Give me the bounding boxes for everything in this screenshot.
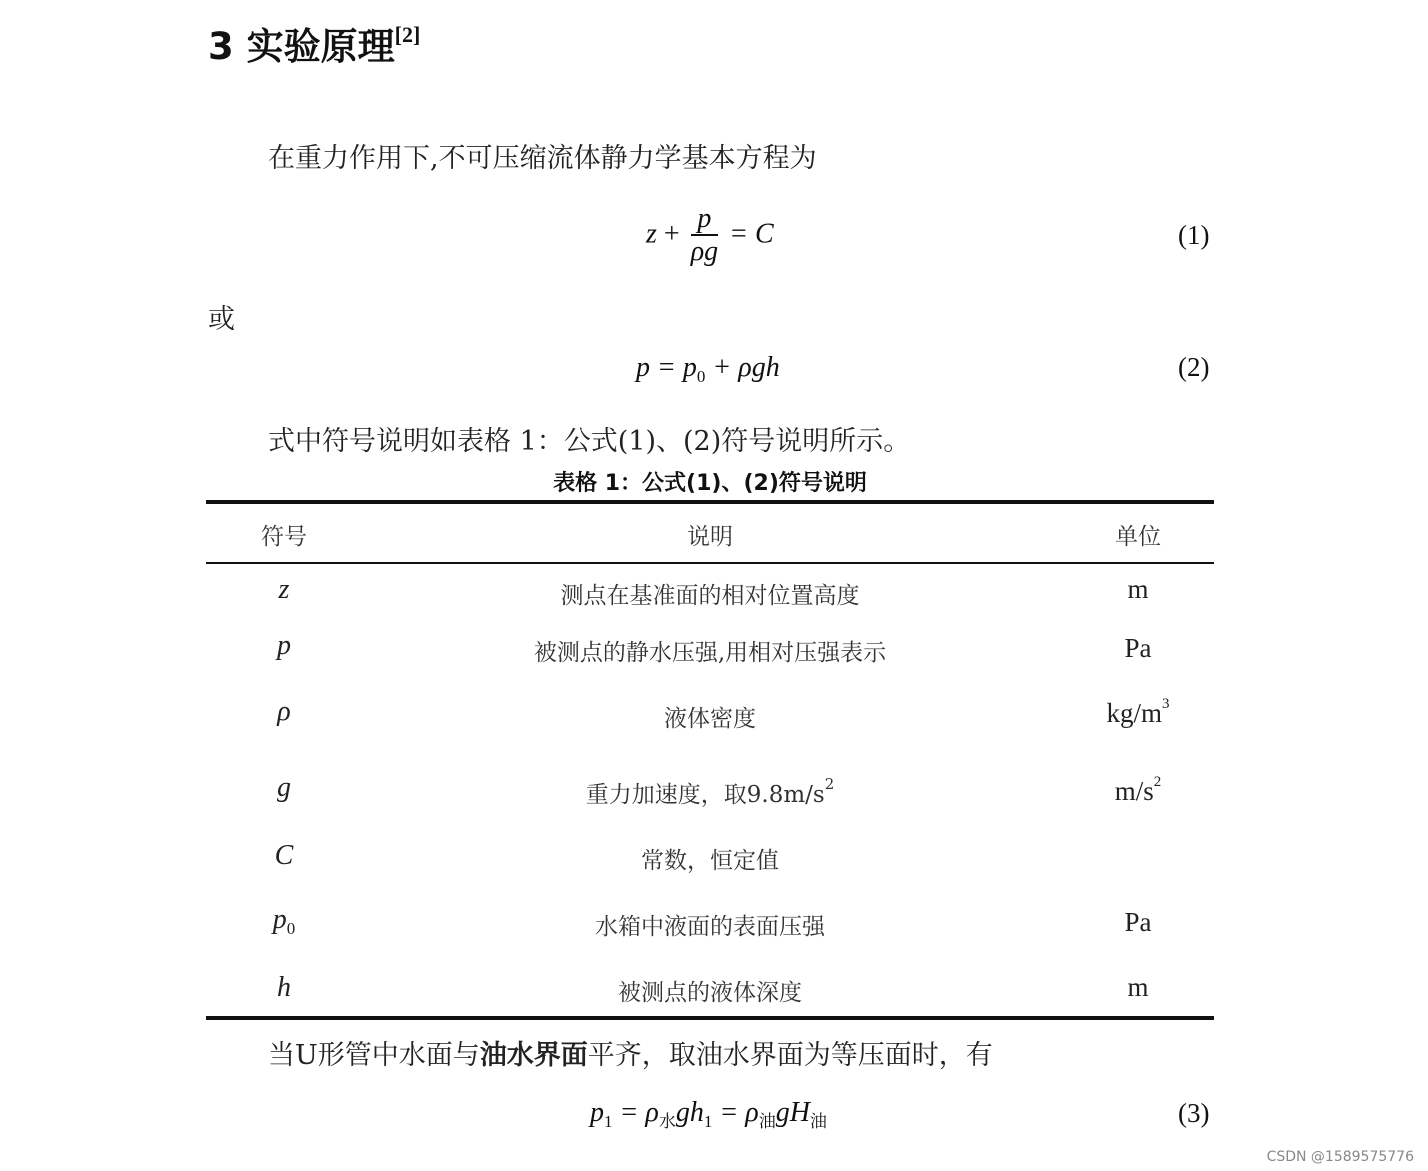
watermark: CSDN @1589575776: [1266, 1149, 1414, 1165]
or-text: 或: [208, 304, 235, 335]
section-title: 3 实验原理[2]: [208, 21, 421, 68]
table-top-rule: [206, 500, 1214, 504]
row-unit: $m/s^2$: [1114, 774, 1162, 806]
row-description: 水箱中液面的表面压强: [595, 914, 825, 940]
table-reference-paragraph: 式中符号说明如表格 1：公式(1)、(2)符号说明所示。: [268, 426, 911, 457]
fraction: $\frac{p}{\rho g}$: [690, 203, 719, 267]
row-description: 测点在基准面的相对位置高度: [560, 583, 860, 609]
row-symbol: h: [277, 972, 291, 1003]
row-description: 液体密度: [664, 706, 756, 732]
equation-2-number: (2): [1178, 352, 1210, 382]
row-symbol: ρ: [277, 696, 291, 727]
row-unit: m: [1127, 574, 1149, 604]
equation-3: $p_1 = \rho_水gh_1 = \rho_油gH_油$: [590, 1097, 827, 1131]
equation-1-number: (1): [1178, 220, 1210, 250]
row-description: 重力加速度，取$9.8m/s^2$: [585, 775, 835, 808]
table-bottom-rule: [206, 1016, 1214, 1020]
equation-3-number: (3): [1178, 1098, 1210, 1128]
row-symbol: p: [277, 630, 291, 661]
row-unit: m: [1127, 972, 1149, 1002]
row-unit: $kg/m^3$: [1106, 696, 1170, 728]
u-tube-paragraph: 当U形管中水面与油水界面平齐，取油水界面为等压面时，有: [268, 1040, 993, 1071]
table-caption: 表格 1：公式(1)、(2)符号说明: [553, 471, 867, 496]
row-description: 常数，恒定值: [641, 848, 779, 874]
row-symbol: $p_0$: [272, 904, 296, 938]
row-symbol: z: [278, 574, 290, 605]
table-header-rule: [206, 562, 1214, 564]
row-symbol: C: [274, 840, 294, 871]
row-description: 被测点的液体深度: [618, 980, 802, 1006]
equation-1: z + $\frac{p}{\rho g}$ = C: [646, 203, 774, 267]
row-description: 被测点的静水压强,用相对压强表示: [533, 640, 887, 666]
header-description: 说明: [687, 524, 733, 550]
bold-term: 油水界面: [479, 1040, 588, 1071]
header-unit: 单位: [1115, 524, 1161, 550]
citation-ref: [2]: [394, 21, 421, 47]
equation-2: $p = p_0 + \rho gh$: [636, 352, 780, 386]
row-unit: Pa: [1124, 633, 1152, 663]
row-symbol: g: [277, 772, 291, 803]
row-unit: Pa: [1124, 907, 1152, 937]
header-symbol: 符号: [261, 524, 307, 550]
intro-paragraph: 在重力作用下,不可压缩流体静力学基本方程为: [268, 143, 817, 174]
